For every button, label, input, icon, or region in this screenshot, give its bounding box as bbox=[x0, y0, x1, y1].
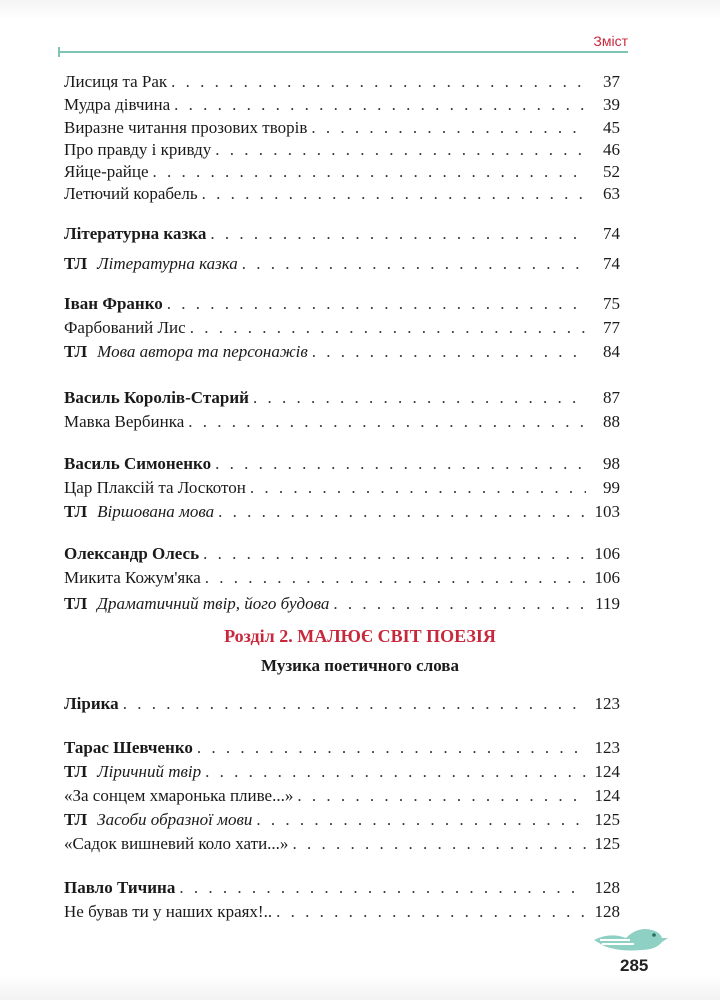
dot-leader bbox=[210, 222, 586, 246]
toc-entry-page: 123 bbox=[594, 694, 620, 713]
toc-entry bbox=[64, 760, 620, 784]
header-rule bbox=[60, 51, 628, 53]
toc-entry-title: «За сонцем хмаронька пливе...» bbox=[64, 786, 294, 805]
header-section-title: Зміст bbox=[593, 33, 628, 49]
toc-entry-title: Олександр Олесь bbox=[64, 544, 200, 563]
toc-entry bbox=[64, 692, 620, 716]
dot-leader bbox=[312, 340, 586, 364]
dot-leader bbox=[205, 566, 586, 590]
toc-entry-page: 45 bbox=[603, 118, 620, 137]
toc-entry-page: 46 bbox=[603, 140, 620, 159]
toc-entry-page: 98 bbox=[603, 454, 620, 473]
tl-prefix: ТЛ bbox=[64, 810, 88, 829]
tl-prefix: ТЛ bbox=[64, 254, 88, 273]
toc-entry-title: Василь Королів-Старий bbox=[64, 388, 249, 407]
toc-entry-page: 74 bbox=[603, 224, 620, 243]
dot-leader bbox=[256, 808, 586, 832]
toc-entry bbox=[64, 252, 620, 276]
dot-leader bbox=[333, 592, 586, 616]
dot-leader bbox=[202, 182, 586, 206]
toc-entry-page: 87 bbox=[603, 388, 620, 407]
toc-entry bbox=[64, 340, 620, 364]
toc-entry-page: 124 bbox=[594, 786, 620, 805]
toc-entry-title bbox=[64, 340, 308, 364]
toc-entry-page: 77 bbox=[603, 318, 620, 337]
toc-entry-page: 123 bbox=[594, 738, 620, 757]
toc-entry bbox=[64, 592, 620, 616]
toc-entry-title: Мудра дівчина bbox=[64, 95, 171, 114]
toc-entry-title: Мавка Вербинка bbox=[64, 412, 185, 431]
toc-entry bbox=[64, 386, 620, 410]
toc-entry-title-text: Ліричний твір bbox=[97, 762, 202, 781]
toc-entry-page: 99 bbox=[603, 478, 620, 497]
toc-entry-title: Літературна казка bbox=[64, 224, 207, 243]
toc-entry-title bbox=[64, 592, 329, 616]
toc-entry-page: 106 bbox=[594, 544, 620, 563]
toc-entry bbox=[64, 500, 620, 524]
toc-entry bbox=[64, 222, 620, 246]
toc-entry-page: 63 bbox=[603, 184, 620, 203]
dot-leader bbox=[179, 876, 586, 900]
toc-entry-page: 37 bbox=[603, 72, 620, 91]
toc-entry-page: 106 bbox=[594, 568, 620, 587]
dot-leader bbox=[123, 692, 586, 716]
toc-entry-title: Лисиця та Рак bbox=[64, 72, 168, 91]
toc-entry-title: Про правду і кривду bbox=[64, 140, 212, 159]
tl-prefix: ТЛ bbox=[64, 342, 88, 361]
dot-leader bbox=[197, 736, 586, 760]
toc-entry-title: Виразне читання прозових творів bbox=[64, 118, 308, 137]
toc-entry-title bbox=[64, 808, 252, 832]
toc-entry-page: 39 bbox=[603, 95, 620, 114]
toc-entry bbox=[64, 808, 620, 832]
dot-leader bbox=[292, 832, 586, 856]
toc-entry-page: 84 bbox=[603, 342, 620, 361]
dot-leader bbox=[171, 70, 586, 94]
toc-entry-title bbox=[64, 760, 201, 784]
toc-entry bbox=[64, 93, 620, 117]
dot-leader bbox=[250, 476, 586, 500]
toc-entry bbox=[64, 832, 620, 856]
toc-entry-title: Яйце-райце bbox=[64, 162, 149, 181]
toc-entry-page: 103 bbox=[594, 502, 620, 521]
dot-leader bbox=[253, 386, 586, 410]
toc-entry bbox=[64, 736, 620, 760]
toc-entry-page: 75 bbox=[603, 294, 620, 313]
toc-entry-page: 128 bbox=[594, 902, 620, 921]
toc-entry-title: Фарбований Лис bbox=[64, 318, 186, 337]
toc-entry-title: Іван Франко bbox=[64, 294, 163, 313]
dot-leader bbox=[311, 116, 586, 140]
bird-ornament-icon bbox=[590, 918, 670, 958]
toc-entry-page: 124 bbox=[594, 762, 620, 781]
toc-entry-title: Тарас Шевченко bbox=[64, 738, 193, 757]
dot-leader bbox=[276, 900, 586, 924]
toc-entry bbox=[64, 542, 620, 566]
toc-entry-title: Летючий корабель bbox=[64, 184, 198, 203]
toc-entry-title-text: Драматичний твір, його будова bbox=[97, 594, 330, 613]
toc-entry bbox=[64, 566, 620, 590]
toc-entry bbox=[64, 116, 620, 140]
toc-entry bbox=[64, 876, 620, 900]
page-number: 285 bbox=[620, 956, 649, 975]
section-title: Розділ 2. МАЛЮЄ СВІТ ПОЕЗІЯ bbox=[224, 626, 496, 646]
toc-entry-title: Павло Тичина bbox=[64, 878, 176, 897]
dot-leader bbox=[297, 784, 586, 808]
toc-entry bbox=[64, 160, 620, 184]
dot-leader bbox=[188, 410, 586, 434]
toc-entry-page: 52 bbox=[603, 162, 620, 181]
dot-leader bbox=[167, 292, 586, 316]
toc-entry-title-text: Засоби образної мови bbox=[97, 810, 253, 829]
toc-entry bbox=[64, 316, 620, 340]
toc-entry bbox=[64, 138, 620, 162]
toc-entry-title: Микита Кожум'яка bbox=[64, 568, 201, 587]
tl-prefix: ТЛ bbox=[64, 762, 88, 781]
dot-leader bbox=[218, 500, 586, 524]
toc-entry-page: 74 bbox=[603, 254, 620, 273]
toc-entry-page: 128 bbox=[594, 878, 620, 897]
tl-prefix: ТЛ bbox=[64, 502, 88, 521]
toc-entry bbox=[64, 410, 620, 434]
toc-entry-title: Василь Симоненко bbox=[64, 454, 212, 473]
toc-entry bbox=[64, 452, 620, 476]
section-subtitle: Музика поетичного слова bbox=[261, 656, 459, 675]
toc-entry bbox=[64, 182, 620, 206]
toc-entry-title bbox=[64, 500, 214, 524]
toc-entry-title: Лірика bbox=[64, 694, 119, 713]
toc-entry-page: 119 bbox=[595, 594, 620, 613]
toc-entry-title-text: Літературна казка bbox=[97, 254, 238, 273]
toc-entry bbox=[64, 70, 620, 94]
dot-leader bbox=[242, 252, 586, 276]
dot-leader bbox=[215, 452, 586, 476]
toc-entry-page: 125 bbox=[594, 834, 620, 853]
dot-leader bbox=[215, 138, 586, 162]
toc-entry-title: «Садок вишневий коло хати...» bbox=[64, 834, 289, 853]
toc-entry bbox=[64, 900, 620, 924]
toc-entry-title-text: Віршована мова bbox=[97, 502, 215, 521]
tl-prefix: ТЛ bbox=[64, 594, 88, 613]
dot-leader bbox=[190, 316, 586, 340]
dot-leader bbox=[153, 160, 586, 184]
dot-leader bbox=[205, 760, 586, 784]
toc-entry bbox=[64, 476, 620, 500]
dot-leader bbox=[203, 542, 586, 566]
toc-entry-page: 88 bbox=[603, 412, 620, 431]
toc-entry-page: 125 bbox=[594, 810, 620, 829]
toc-entry-title bbox=[64, 252, 238, 276]
dot-leader bbox=[174, 93, 586, 117]
toc-entry-title: Не бував ти у наших краях!.. bbox=[64, 902, 273, 921]
toc-entry bbox=[64, 292, 620, 316]
toc-entry bbox=[64, 784, 620, 808]
toc-entry-title-text: Мова автора та персонажів bbox=[97, 342, 308, 361]
toc-entry-title: Цар Плаксій та Лоскотон bbox=[64, 478, 246, 497]
